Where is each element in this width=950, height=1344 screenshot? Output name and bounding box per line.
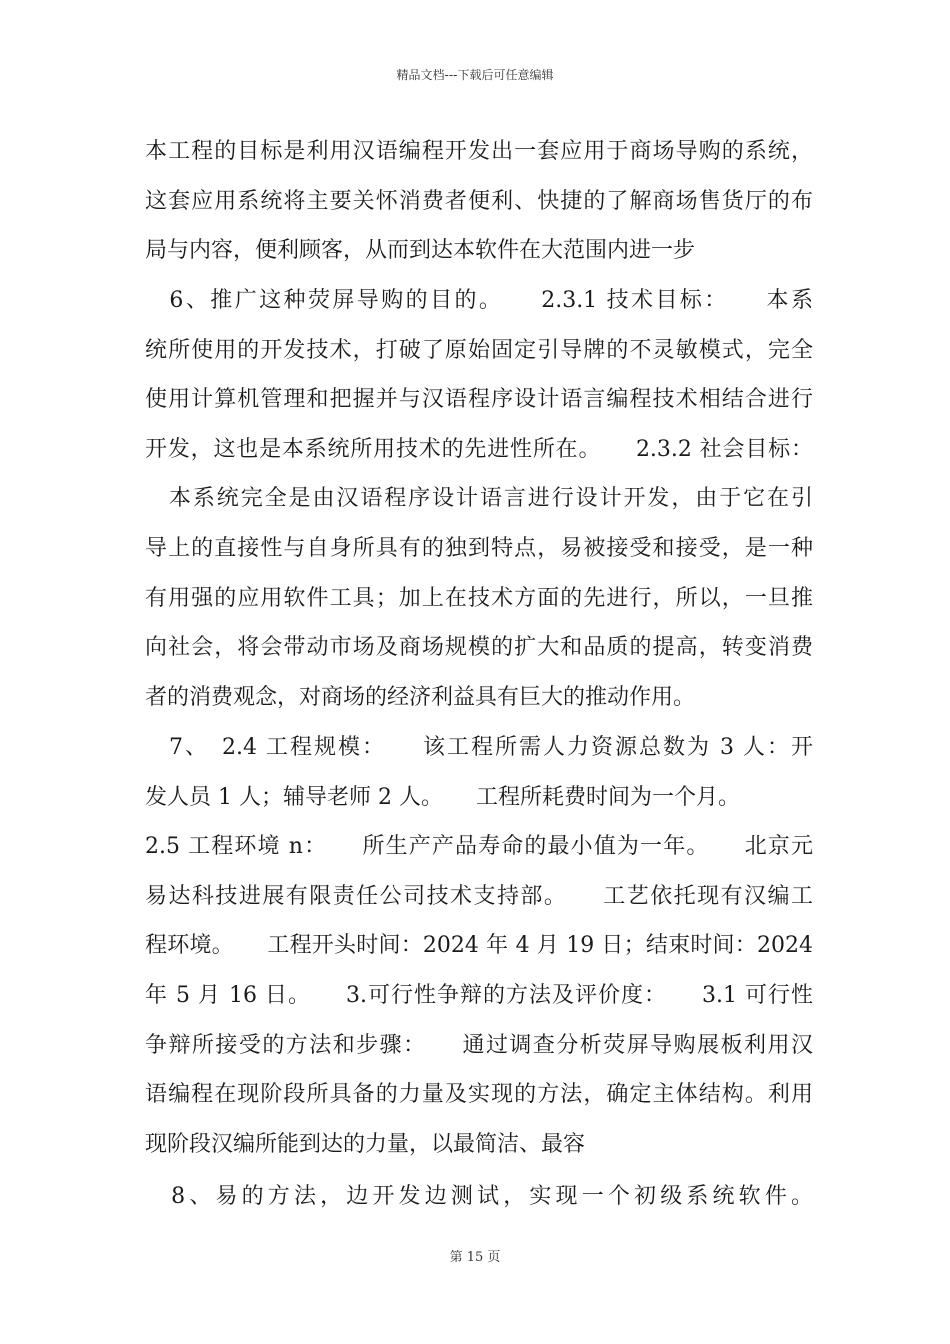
text-line: 6、推广这种荧屏导购的目的。 2.3.1 技术目标： 本系 [145,288,813,313]
page-header: 精品文档---下载后可任意编辑 [396,68,554,82]
paragraph-2 [145,276,813,722]
text-line: 程环境。 工程开头时间：2024 年 4 月 19 日；结束时间：2024 [145,933,813,959]
text-line: 开发，这也是本系统所用技术的先进性所在。 2.3.2 社会目标： [145,436,813,462]
paragraph-1 [145,127,813,276]
text-line: 局与内容，便利顾客，从而到达本软件在大范围内进一步 [145,238,696,264]
text-line: 语编程在现阶段所具备的力量及实现的方法，确定主体结构。利用 [145,1082,813,1108]
text-line: 统所使用的开发技术，打破了原始固定引导牌的不灵敏模式，完全 [145,337,813,363]
text-line: 使用计算机管理和把握并与汉语程序设计语言编程技术相结合进行 [145,387,813,413]
text-line: 有用强的应用软件工具；加上在技术方面的先进行，所以，一旦推 [145,585,813,611]
text-line: 易达科技进展有限责任公司技术支持部。 工艺依托现有汉编工 [145,883,813,909]
text-line: 本系统完全是由汉语程序设计语言进行设计开发，由于它在引 [145,486,813,512]
text-line: 者的消费观念，对商场的经济利益具有巨大的推动作用。 [145,684,696,710]
text-line: 本工程的目标是利用汉语编程开发出一套应用于商场导购的系统， [145,139,813,164]
text-line: 现阶段汉编所能到达的力量，以最简洁、最容 [145,1131,586,1157]
page-number: 第 15 页 [449,1250,501,1265]
paragraph-4 [145,1172,813,1222]
text-line: 争辩所接受的方法和步骤： 通过调查分析荧屏导购展板利用汉 [145,1032,813,1058]
text-line: 7、 2.4 工程规模： 该工程所需人力资源总数为 3 人：开 [145,735,813,760]
text-line: 2.5 工程环境 n： 所生产产品寿命的最小值为一年。 北京元 [145,834,813,860]
text-line: 8、易的方法，边开发边测试，实现一个初级系统软件。 [145,1184,813,1209]
text-line: 年 5 月 16 日。 3.可行性争辩的方法及评价度： 3.1 可行性 [145,982,813,1008]
text-line: 向社会，将会带动市场及商场规模的扩大和品质的提高，转变消费 [145,635,813,661]
text-line: 导上的直接性与自身所具有的独到特点，易被接受和接受，是一种 [145,535,813,561]
text-line: 这套应用系统将主要关怀消费者便利、快捷的了解商场售货厅的布 [145,188,813,214]
text-line: 发人员 1 人；辅导老师 2 人。 工程所耗费时间为一个月。 [145,784,740,810]
paragraph-3 [145,723,813,1169]
